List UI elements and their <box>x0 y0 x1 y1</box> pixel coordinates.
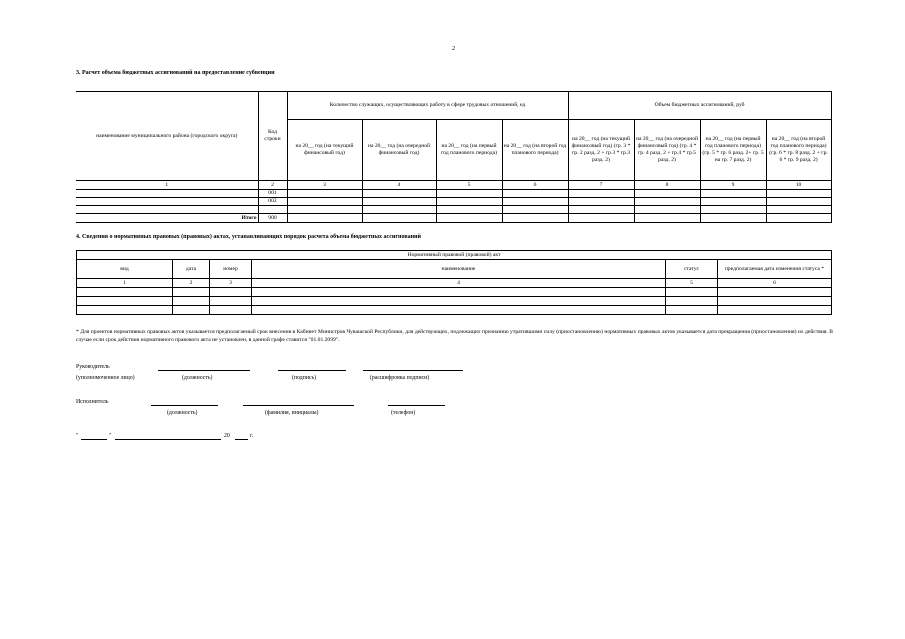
data-cell[interactable] <box>287 198 362 206</box>
page-number: 2 <box>452 46 455 52</box>
col-header: статус <box>666 260 718 279</box>
column-number: 5 <box>666 279 718 288</box>
data-cell[interactable] <box>210 306 252 315</box>
data-cell[interactable] <box>173 297 210 306</box>
data-cell[interactable] <box>718 297 832 306</box>
data-cell[interactable] <box>766 214 831 223</box>
col-district-header: наименование муниципального района (городского округа) <box>76 92 258 181</box>
data-cell[interactable] <box>287 206 362 214</box>
column-number: 10 <box>766 181 831 190</box>
footnote: * Для проектов нормативных правовых актов указывается предполагаемый срок внесения в Кабинет Министров Чувашской Республики, для действующих, подлежащих признанию утратившими силу (приостановлению) нормативных правовых актов указывается дата прекращения (приостановления) их действия. В случае если срок действия нормативного правового акта не установлен, в данной графе ставится "01.01.2099". <box>76 329 833 344</box>
section-4-table <box>76 250 832 315</box>
col-header: наименование <box>252 260 666 279</box>
data-cell[interactable] <box>436 198 502 206</box>
column-number: 5 <box>436 181 502 190</box>
table-row <box>77 306 832 315</box>
data-cell[interactable] <box>173 288 210 297</box>
data-cell[interactable] <box>568 190 634 198</box>
section-3-title: 3. Расчет объема бюджетных ассигнований на предоставление субвенции <box>76 70 275 76</box>
data-cell[interactable] <box>362 214 436 223</box>
district-cell[interactable] <box>76 206 258 214</box>
data-cell[interactable] <box>634 214 700 223</box>
data-cell[interactable] <box>634 206 700 214</box>
data-cell[interactable] <box>436 190 502 198</box>
data-cell[interactable] <box>700 190 766 198</box>
exec-position-line[interactable] <box>151 405 218 406</box>
data-cell[interactable] <box>210 288 252 297</box>
signature-line[interactable] <box>278 370 346 371</box>
data-cell[interactable] <box>287 214 362 223</box>
section-3-table <box>76 91 832 223</box>
exec-name-caption: (фамилия, инициалы) <box>265 410 319 416</box>
head-label: Руководитель <box>76 364 110 370</box>
date-quote-close: " <box>109 433 112 439</box>
sub-header: на 20__ год (на второй год планового периода) <box>502 120 568 181</box>
signature-caption: (подпись) <box>292 375 317 381</box>
column-number: 4 <box>362 181 436 190</box>
data-cell[interactable] <box>77 288 173 297</box>
district-cell[interactable] <box>76 190 258 198</box>
data-cell[interactable] <box>502 214 568 223</box>
data-cell[interactable] <box>252 297 666 306</box>
sub-header: на 20__ год (на первый год планового периода) <box>436 120 502 181</box>
sub-header: на 20__ год (на очередной финансовый год) (гр. 4 * гр. 4 разд. 2 + гр.4 * гр.5 разд. 2) <box>634 120 700 181</box>
data-cell[interactable] <box>502 190 568 198</box>
sub-header: на 20__ год (на текущий финансовый год) <box>287 120 362 181</box>
column-number: 4 <box>252 279 666 288</box>
data-cell[interactable] <box>634 198 700 206</box>
data-cell[interactable] <box>502 206 568 214</box>
date-month-line[interactable] <box>115 439 221 440</box>
table-row <box>77 288 832 297</box>
date-suffix: г. <box>250 433 254 439</box>
section-4-title: 4. Сведения о нормативных правовых (правовых) актах, устанавливающих порядок расчета объема бюджетных ассигнований <box>76 234 421 240</box>
data-cell[interactable] <box>77 297 173 306</box>
data-cell[interactable] <box>436 214 502 223</box>
column-number: 7 <box>568 181 634 190</box>
column-number: 1 <box>77 279 173 288</box>
act-group-header: Нормативный правовой (правовой) акт <box>77 251 832 260</box>
data-cell[interactable] <box>766 198 831 206</box>
decoding-caption: (расшифровка подписи) <box>370 375 430 381</box>
data-cell[interactable] <box>502 198 568 206</box>
date-day-line[interactable] <box>81 439 107 440</box>
data-cell[interactable] <box>210 297 252 306</box>
table-row <box>76 206 831 214</box>
data-cell[interactable] <box>634 190 700 198</box>
data-cell[interactable] <box>362 190 436 198</box>
data-cell[interactable] <box>718 306 832 315</box>
sub-header: на 20__ год (на первый год планового периода) (гр. 5 * гр. 6 разд. 2+ гр. 5 на гр. 7 разд. 2) <box>700 120 766 181</box>
data-cell[interactable] <box>568 198 634 206</box>
data-cell[interactable] <box>362 206 436 214</box>
position-caption: (должность) <box>182 375 213 381</box>
column-numbers-row <box>77 279 832 288</box>
total-label: Итого <box>76 214 258 223</box>
row-code <box>258 206 287 214</box>
data-cell[interactable] <box>173 306 210 315</box>
col-header: вид <box>77 260 173 279</box>
data-cell[interactable] <box>666 288 718 297</box>
column-number: 2 <box>173 279 210 288</box>
data-cell[interactable] <box>568 206 634 214</box>
data-cell[interactable] <box>362 198 436 206</box>
exec-phone-line[interactable] <box>388 405 445 406</box>
group-budget-header: Объем бюджетных ассигнований, руб <box>568 92 831 120</box>
head-sub-label: (уполномоченное лицо) <box>76 375 135 381</box>
col-header: номер <box>210 260 252 279</box>
data-cell[interactable] <box>77 306 173 315</box>
column-number: 3 <box>210 279 252 288</box>
column-number: 8 <box>634 181 700 190</box>
date-quote-open: " <box>76 433 79 439</box>
district-cell[interactable] <box>76 198 258 206</box>
sub-header: на 20__ год (на очередной финансовый год) <box>362 120 436 181</box>
data-cell[interactable] <box>666 306 718 315</box>
date-year-prefix: 20 <box>224 433 230 439</box>
decoding-line[interactable] <box>363 370 463 371</box>
column-number: 9 <box>700 181 766 190</box>
exec-position-caption: (должность) <box>167 410 198 416</box>
table-row <box>76 190 831 198</box>
executor-label: Исполнитель <box>76 399 109 405</box>
data-cell[interactable] <box>766 190 831 198</box>
data-cell[interactable] <box>666 297 718 306</box>
sub-header: на 20__ год (на текущий финансовый год) (гр. 3 * гр. 2 разд. 2 + гр.3 * гр.3 разд. 2) <box>568 120 634 181</box>
data-cell[interactable] <box>700 198 766 206</box>
position-line[interactable] <box>158 370 250 371</box>
column-numbers-row <box>76 181 831 190</box>
data-cell[interactable] <box>700 206 766 214</box>
column-number: 6 <box>718 279 832 288</box>
exec-name-line[interactable] <box>243 405 354 406</box>
row-code: 002 <box>258 198 287 206</box>
data-cell[interactable] <box>766 206 831 214</box>
data-cell[interactable] <box>718 288 832 297</box>
data-cell[interactable] <box>252 306 666 315</box>
group-employees-header: Количество служащих, осуществляющих работу в сфере трудовых отношений, ед <box>287 92 568 120</box>
data-cell[interactable] <box>436 206 502 214</box>
col-code-header: Код строки <box>258 92 287 181</box>
table-row <box>77 297 832 306</box>
exec-phone-caption: (телефон) <box>391 410 416 416</box>
total-code: 900 <box>258 214 287 223</box>
total-row <box>76 214 831 223</box>
col-header: предполагаемая дата изменения статуса * <box>718 260 832 279</box>
col-header: дата <box>173 260 210 279</box>
column-number: 6 <box>502 181 568 190</box>
column-number: 2 <box>258 181 287 190</box>
data-cell[interactable] <box>252 288 666 297</box>
date-year-line[interactable] <box>235 439 248 440</box>
column-number: 3 <box>287 181 362 190</box>
data-cell[interactable] <box>287 190 362 198</box>
data-cell[interactable] <box>568 214 634 223</box>
column-number: 1 <box>76 181 258 190</box>
row-code: 001 <box>258 190 287 198</box>
sub-header: на 20__ год (на второй год планового периода) (гр. 6 * гр. 8 разд. 2 + гр. 6 * гр. 9 разд. 2) <box>766 120 831 181</box>
table-row <box>76 198 831 206</box>
data-cell[interactable] <box>700 214 766 223</box>
